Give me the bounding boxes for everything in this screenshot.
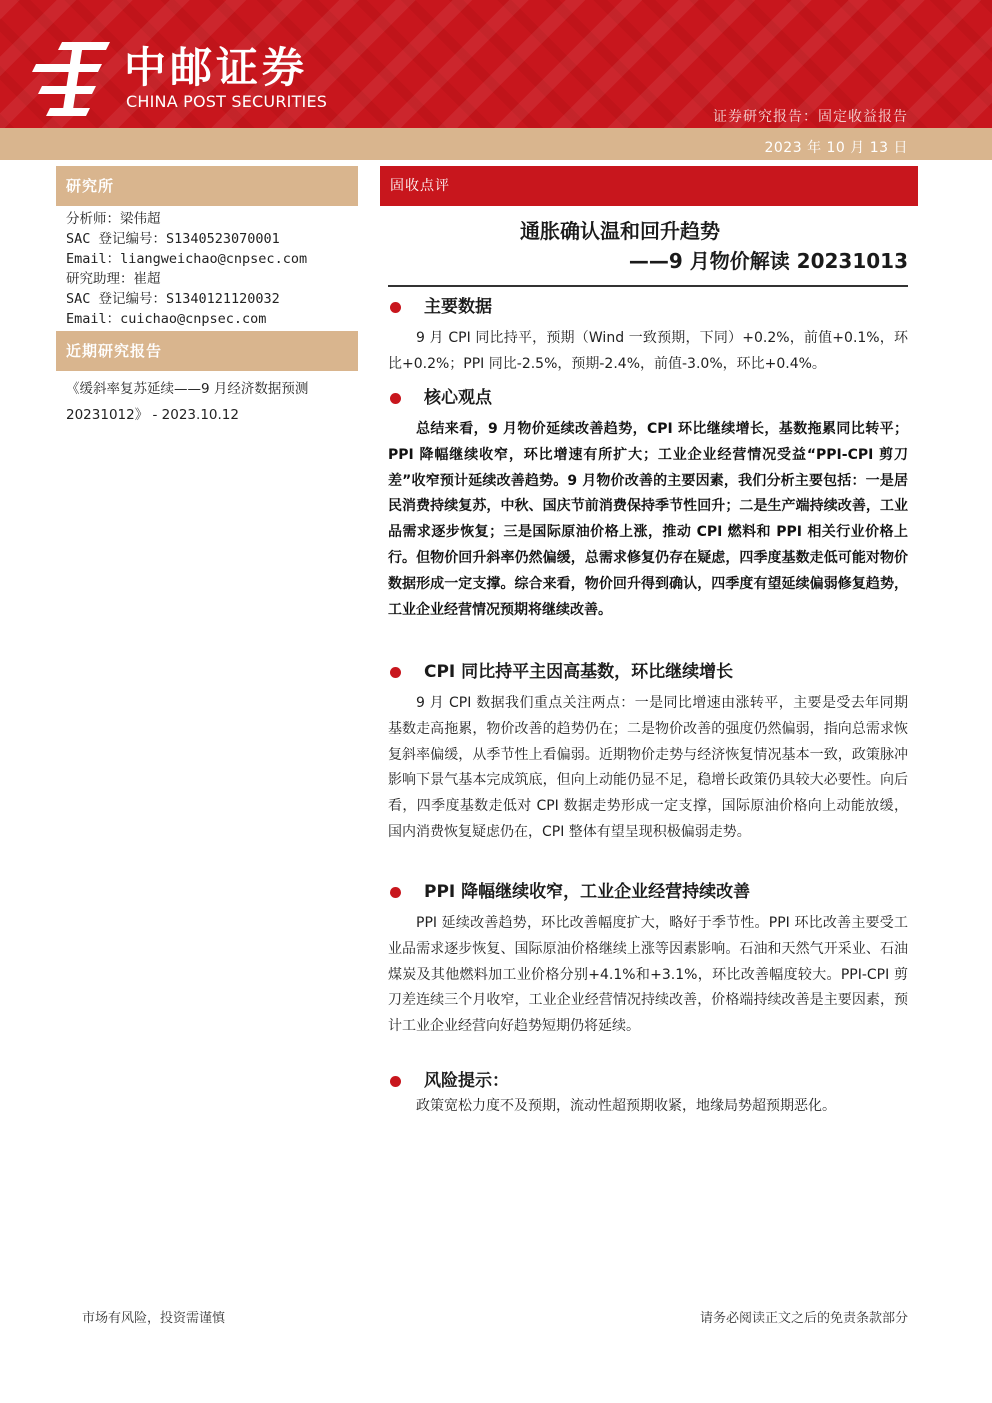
section-body-core-view: 总结来看，9 月物价延续改善趋势，CPI 环比继续增长，基数拖累同比转平；PPI 降幅继续收窄，环比增速有所扩大；工业企业经营情况受益“PPI-CPI 剪刀差”收窄预计延续改善趋势。9 月物价改善的主要因素，我们分析主要包括：一是居民消费持续复苏，中秋、国庆节前消费保持季节性回升；二是生产端持续改善，工业品需求逐步恢复；三是国际原油价格上涨，推动 CPI 燃料和 PPI 相关行业价格上行。但物价回升斜率仍然偏缓，总需求修复仍存在疑虑，四季度基数走低可能对物价数据形成一定支撑。综合来看，物价回升得到确认，四季度有望延续偏弱修复趋势，工业企业经营情况预期将继续改善。 bbox=[388, 421, 908, 618]
bullet-dot-icon bbox=[390, 1076, 401, 1087]
analyst-info bbox=[66, 209, 352, 329]
footer-disclaimer-note: 请务必阅读正文之后的免责条款部分 bbox=[699, 1311, 908, 1326]
report-category-tag: 固收点评 bbox=[380, 166, 918, 206]
section-body-ppi: PPI 延续改善趋势，环比改善幅度扩大，略好于季节性。PPI 环比改善主要受工业品需求逐步恢复、国际原油价格继续上涨等因素影响。石油和天然气开采业、石油煤炭及其他燃料加工业价格分别+4.1%和+3.1%，环比改善幅度较大。PPI-CPI 剪刀差连续三个月收窄，工业企业经营情况持续改善，价格端持续改善是主要因素，预计工业企业经营向好趋势短期仍将延续。 bbox=[388, 915, 908, 1035]
section-body-risk: 政策宽松力度不及预期，流动性超预期收紧，地缘局势超预期恶化。 bbox=[416, 1098, 836, 1114]
assistant-sac-number: SAC 登记编号：S1340121120032 bbox=[66, 291, 280, 307]
bullet-dot-icon bbox=[390, 887, 401, 898]
title-divider bbox=[388, 285, 908, 287]
section-body-main-data: 9 月 CPI 同比持平，预期（Wind 一致预期，下同）+0.2%，前值+0.1%，环比+0.2%；PPI 同比-2.5%，预期-2.4%，前值-3.0%，环比+0.4%。 bbox=[388, 330, 908, 372]
section-heading-main-data: 主要数据 bbox=[388, 294, 908, 320]
bullet-dot-icon bbox=[390, 302, 401, 313]
recent-reports-header: 近期研究报告 bbox=[56, 331, 358, 371]
section-heading-ppi: PPI 降幅继续收窄，工业企业经营持续改善 bbox=[388, 879, 908, 905]
brand-name-en: CHINA POST SECURITIES bbox=[126, 92, 328, 111]
section-heading-risk: 风险提示： bbox=[388, 1068, 908, 1094]
report-date: 2023 年 10 月 13 日 bbox=[764, 140, 908, 156]
assistant-email: Email：cuichao@cnpsec.com bbox=[66, 311, 267, 327]
china-post-logo-icon bbox=[32, 38, 112, 118]
bullet-dot-icon bbox=[390, 667, 401, 678]
brand-name-cn: 中邮证券 bbox=[124, 43, 309, 92]
section-heading-core-view: 核心观点 bbox=[388, 385, 908, 411]
assistant-name: 研究助理：崔超 bbox=[66, 271, 161, 287]
analyst-name: 分析师：梁伟超 bbox=[66, 211, 161, 227]
section-body-cpi: 9 月 CPI 数据我们重点关注两点：一是同比增速由涨转平，主要是受去年同期基数走高拖累，物价改善的趋势仍在；二是物价改善的强度仍然偏弱，指向总需求恢复斜率偏缓，从季节性上看偏弱。近期物价走势与经济恢复情况基本一致，政策脉冲影响下景气基本完成筑底，但向上动能仍显不足，稳增长政策仍具较大必要性。向后看，四季度基数走低对 CPI 数据走势形成一定支撑，国际原油价格向上动能放缓，国内消费恢复疑虑仍在，CPI 整体有望呈现积极偏弱走势。 bbox=[388, 695, 908, 840]
recent-report-item: 《缓斜率复苏延续——9 月经济数据预测 20231012》 - 2023.10.12 bbox=[66, 381, 309, 423]
report-type-label: 证券研究报告：固定收益报告 bbox=[713, 109, 908, 125]
section-heading-cpi: CPI 同比持平主因高基数，环比继续增长 bbox=[388, 659, 908, 685]
report-subtitle: ——9 月物价解读 20231013 bbox=[628, 249, 908, 273]
footer-risk-note: 市场有风险，投资需谨慎 bbox=[82, 1311, 226, 1326]
analyst-email: Email：liangweichao@cnpsec.com bbox=[66, 251, 308, 267]
report-title: 通胀确认温和回升趋势 bbox=[520, 219, 720, 243]
report-header-banner bbox=[0, 0, 992, 128]
institute-header: 研究所 bbox=[56, 166, 358, 206]
bullet-dot-icon bbox=[390, 393, 401, 404]
analyst-sac-number: SAC 登记编号：S1340523070001 bbox=[66, 231, 280, 247]
